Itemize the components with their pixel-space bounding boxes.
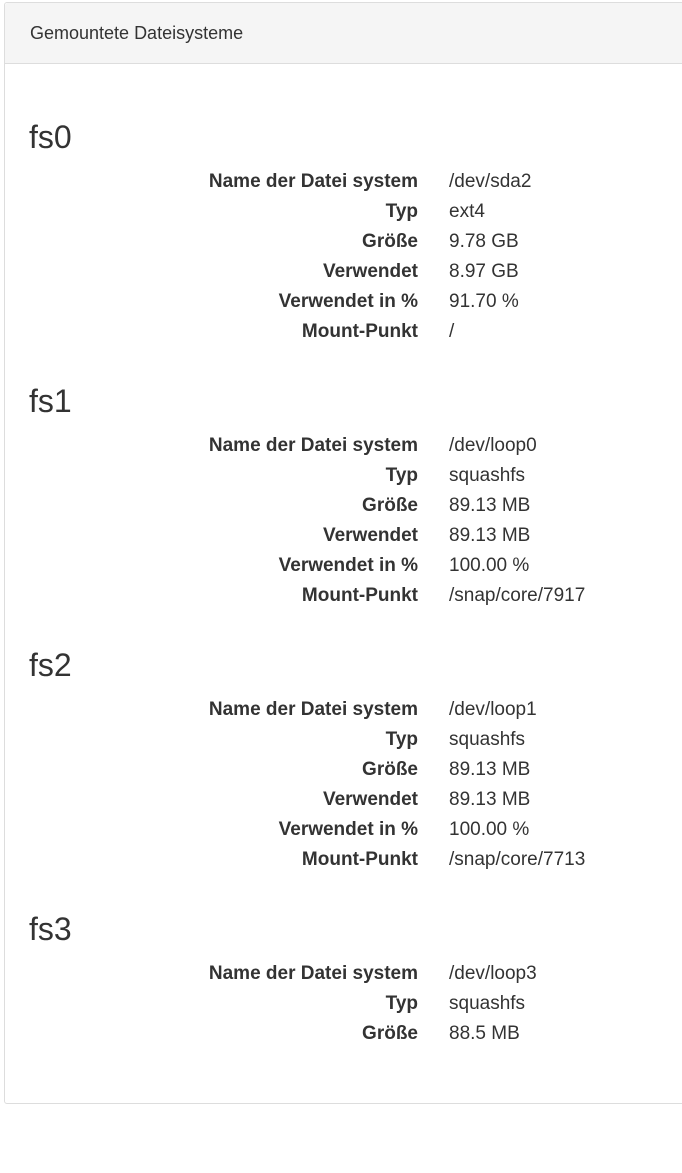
detail-value: 89.13 MB (449, 525, 531, 546)
panel-body (5, 64, 682, 1173)
detail-value: squashfs (449, 993, 526, 1014)
detail-label: Name der Datei system (208, 435, 418, 456)
detail-label: Verwendet in % (278, 555, 418, 576)
filesystem-title: fs0 (29, 119, 72, 155)
filesystem-details (5, 959, 682, 1049)
detail-value: /dev/loop3 (449, 963, 537, 984)
filesystem-title: fs2 (29, 647, 72, 683)
filesystem-details (5, 167, 682, 347)
detail-value: 8.97 GB (449, 261, 519, 282)
detail-row-device (5, 695, 682, 725)
detail-value: 100.00 % (449, 819, 530, 840)
panel-title: Gemountete Dateisysteme (5, 3, 682, 64)
detail-label: Typ (385, 993, 418, 1014)
detail-row-type (5, 197, 682, 227)
detail-value: 89.13 MB (449, 495, 531, 516)
detail-row-used (5, 521, 682, 551)
detail-row-device (5, 959, 682, 989)
detail-label: Größe (362, 759, 418, 780)
detail-value: squashfs (449, 465, 526, 486)
detail-label: Verwendet (322, 789, 418, 810)
detail-label: Verwendet (322, 261, 418, 282)
detail-value: /dev/sda2 (449, 171, 532, 192)
filesystem-title: fs1 (29, 383, 72, 419)
filesystem-block-fs2 (5, 645, 682, 909)
detail-value: /snap/core/7917 (449, 585, 586, 606)
detail-row-device (5, 431, 682, 461)
detail-row-type (5, 989, 682, 1019)
detail-label: Mount-Punkt (301, 321, 418, 342)
detail-value: 89.13 MB (449, 759, 531, 780)
detail-row-size (5, 1019, 682, 1049)
detail-value: / (449, 321, 455, 342)
detail-row-mount-point (5, 845, 682, 875)
detail-label: Verwendet in % (278, 291, 418, 312)
detail-row-used (5, 785, 682, 815)
detail-value: 9.78 GB (449, 231, 519, 252)
detail-row-device (5, 167, 682, 197)
detail-label: Verwendet (322, 525, 418, 546)
detail-label: Typ (385, 201, 418, 222)
detail-label: Größe (362, 495, 418, 516)
detail-label: Größe (362, 231, 418, 252)
detail-value: /snap/core/7713 (449, 849, 586, 870)
detail-value: ext4 (449, 201, 485, 222)
filesystem-block-fs3 (5, 909, 682, 1173)
detail-label: Typ (385, 465, 418, 486)
detail-label: Name der Datei system (208, 699, 418, 720)
detail-value: 100.00 % (449, 555, 530, 576)
detail-label: Name der Datei system (208, 963, 418, 984)
filesystem-block-fs0 (5, 117, 682, 381)
detail-label: Mount-Punkt (301, 585, 418, 606)
detail-label: Mount-Punkt (301, 849, 418, 870)
filesystem-title: fs3 (29, 911, 72, 947)
detail-value: 88.5 MB (449, 1023, 520, 1044)
detail-value: /dev/loop1 (449, 699, 537, 720)
detail-label: Typ (385, 729, 418, 750)
detail-label: Name der Datei system (208, 171, 418, 192)
detail-row-mount-point (5, 317, 682, 347)
detail-label: Größe (362, 1023, 418, 1044)
mounted-filesystems-panel (4, 2, 682, 1104)
detail-row-used-percent (5, 815, 682, 845)
detail-row-used-percent (5, 551, 682, 581)
detail-value: 89.13 MB (449, 789, 531, 810)
filesystem-details (5, 695, 682, 875)
filesystem-details (5, 431, 682, 611)
detail-value: /dev/loop0 (449, 435, 537, 456)
detail-value: squashfs (449, 729, 526, 750)
detail-row-type (5, 725, 682, 755)
detail-row-size (5, 227, 682, 257)
detail-row-used-percent (5, 287, 682, 317)
detail-row-size (5, 491, 682, 521)
detail-row-type (5, 461, 682, 491)
detail-row-mount-point (5, 581, 682, 611)
detail-label: Verwendet in % (278, 819, 418, 840)
filesystem-block-fs1 (5, 381, 682, 645)
detail-row-used (5, 257, 682, 287)
detail-row-size (5, 755, 682, 785)
detail-value: 91.70 % (449, 291, 519, 312)
